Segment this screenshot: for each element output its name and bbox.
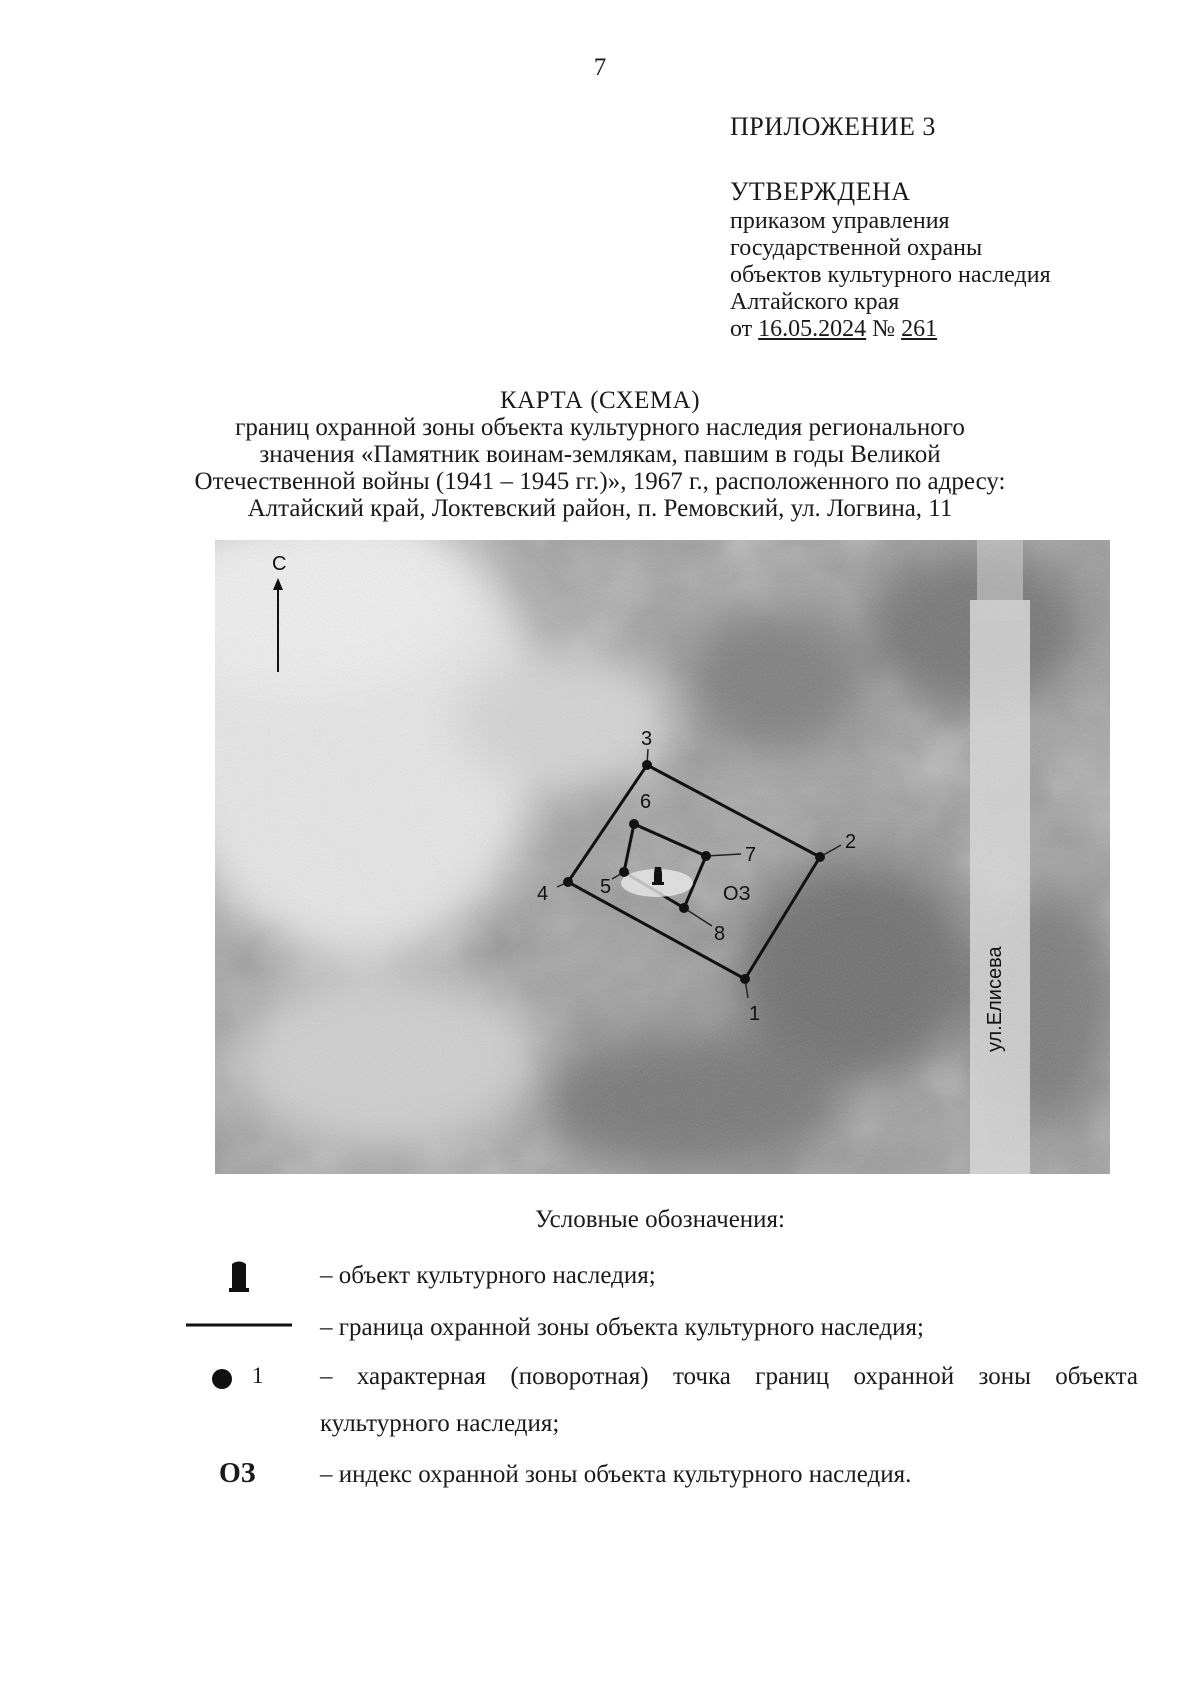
map-scheme	[215, 540, 1110, 1174]
date-prefix: от	[730, 316, 753, 342]
approval-line-3: объектов культурного наследия	[730, 262, 1051, 288]
turning-point-1	[740, 974, 750, 984]
approval-line-4: Алтайского края	[730, 289, 900, 315]
approval-line-1: приказом управления	[730, 208, 950, 234]
point-label-4: 4	[537, 883, 549, 905]
north-label: С	[272, 553, 287, 575]
turning-point-4	[563, 877, 573, 887]
legend-title: Условные обозначения:	[534, 1206, 786, 1233]
point-label-6: 6	[640, 791, 652, 813]
legend-text-zone-index: – индекс охранной зоны объекта культурного наследия.	[320, 1461, 912, 1488]
title-main: КАРТА (СХЕМА)	[499, 387, 701, 414]
approval-number: 261	[901, 316, 938, 342]
turning-point-3	[642, 760, 652, 770]
turning-point-6	[629, 819, 639, 829]
monument-icon	[226, 1260, 252, 1294]
point-label-7: 7	[745, 844, 757, 866]
point-label-3: 3	[641, 728, 653, 750]
approval-date: 16.05.2024	[758, 316, 867, 342]
zone-index-symbol: ОЗ	[219, 1458, 256, 1489]
document-title	[160, 387, 1040, 522]
legend-text-turning-point: – характерная (поворотная) точка границ охранной зоны объекта	[320, 1363, 1138, 1390]
point-label-1: 1	[749, 1003, 761, 1025]
page-number: 7	[593, 54, 607, 81]
legend-text-boundary: – граница охранной зоны объекта культурного наследия;	[320, 1314, 924, 1341]
boundary-line-icon	[186, 1322, 292, 1328]
satellite-background	[215, 540, 1110, 1174]
turning-point-2	[815, 852, 825, 862]
title-line-2: значения «Памятник воинам-землякам, павшим в годы Великой	[259, 441, 941, 468]
approval-date-line	[730, 316, 1051, 343]
approval-block	[730, 178, 1051, 343]
title-line-1: границ охранной зоны объекта культурного наследия регионального	[235, 414, 965, 441]
legend-text-monument: – объект культурного наследия;	[320, 1262, 656, 1289]
street-label: ул.Елисева	[984, 946, 1006, 1052]
legend-text-turning-point-cont: культурного наследия;	[320, 1410, 560, 1437]
turning-point-sample-label: 1	[252, 1363, 264, 1388]
turning-point-7	[701, 851, 711, 861]
number-sign: №	[872, 316, 896, 342]
point-label-8: 8	[714, 923, 726, 945]
zone-index-label: ОЗ	[723, 883, 751, 905]
point-label-5: 5	[600, 876, 612, 898]
turning-point-8	[679, 903, 689, 913]
turning-point-icon	[210, 1367, 234, 1391]
turning-point-5	[619, 867, 629, 877]
appendix-heading: ПРИЛОЖЕНИЕ 3	[730, 112, 936, 141]
approved-label: УТВЕРЖДЕНА	[730, 177, 911, 206]
title-line-3: Отечественной войны (1941 – 1945 гг.)», 1967 г., расположенного по адресу:	[194, 468, 1006, 495]
point-label-2: 2	[845, 831, 857, 853]
approval-line-2: государственной охраны	[730, 235, 983, 261]
title-line-4: Алтайский край, Локтевский район, п. Ремовский, ул. Логвина, 11	[247, 495, 953, 522]
